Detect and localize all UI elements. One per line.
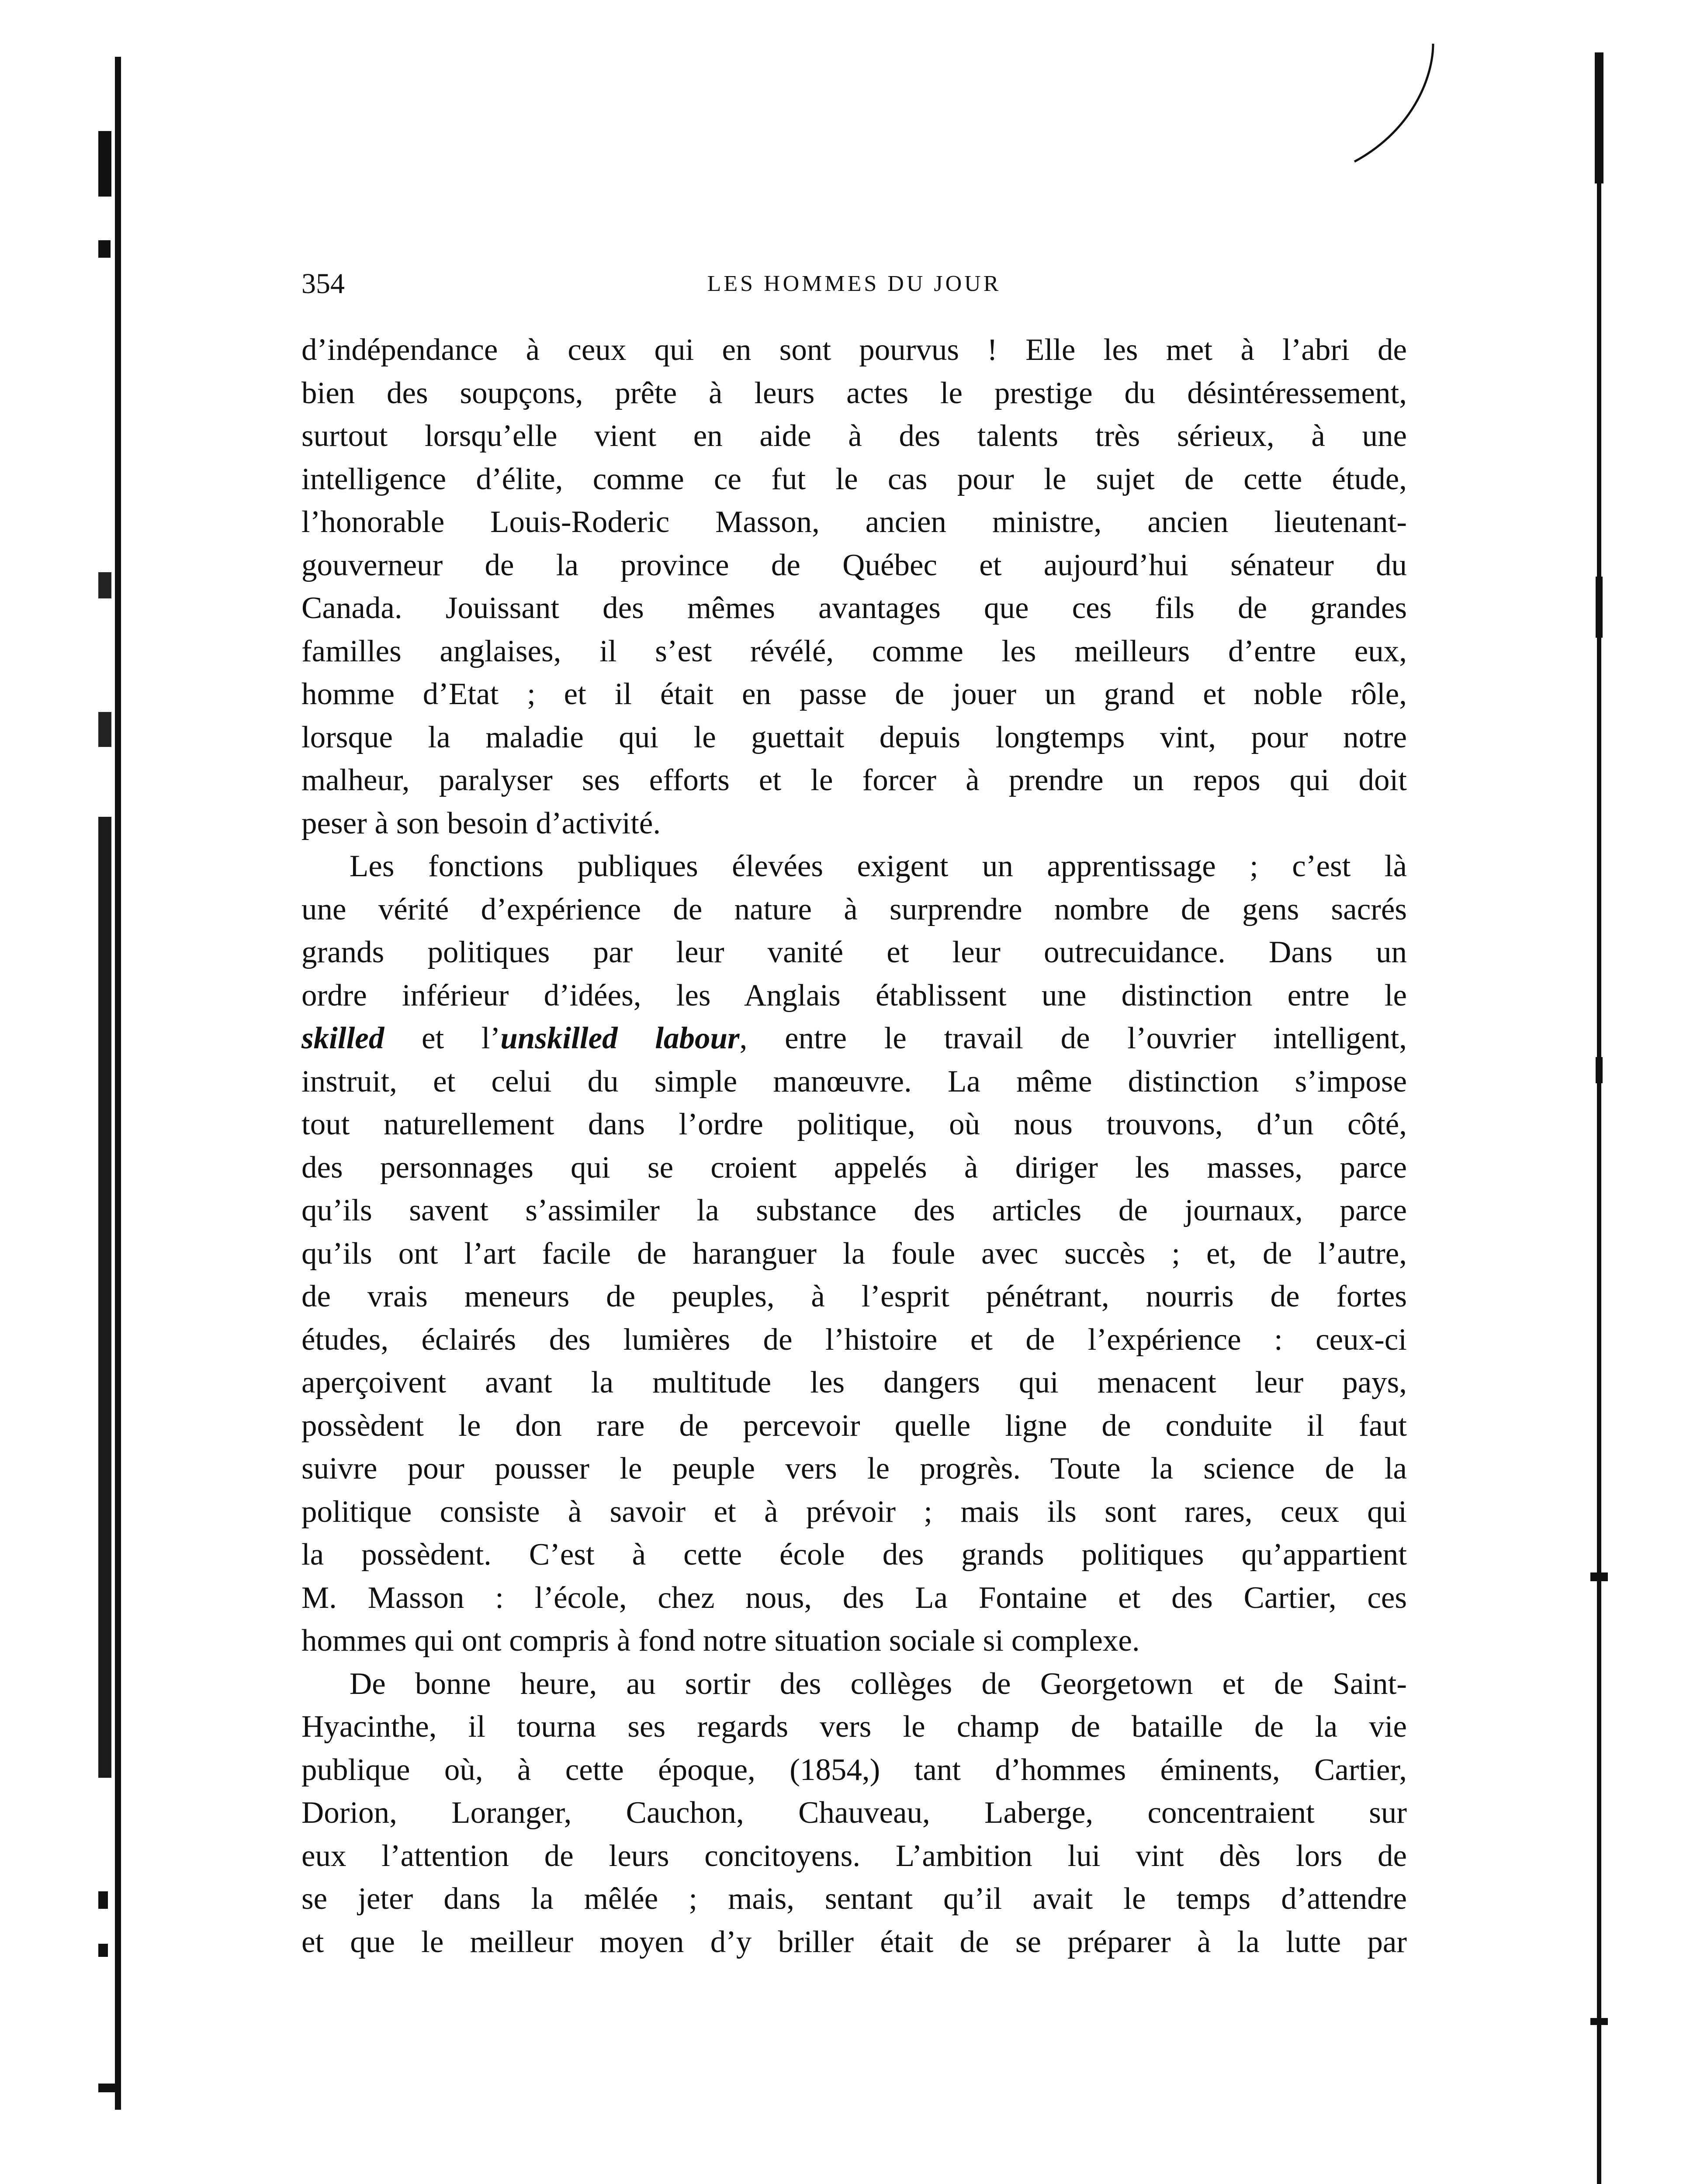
text-line: études, éclairés des lumières de l’histoire et de l’expérience : ceux-ci (301, 1322, 1407, 1357)
italic-term-skilled: skilled (301, 1021, 384, 1055)
text-line: ordre inférieur d’idées, les Anglais établissent une distinction entre le (301, 978, 1407, 1013)
text-line: grands politiques par leur vanité et leur outrecuidance. Dans un (301, 935, 1407, 969)
text-line-with-italics (301, 1017, 1407, 1060)
text-line: malheur, paralyser ses efforts et le forcer à prendre un repos qui doit (301, 763, 1407, 797)
paragraph (301, 328, 1407, 845)
text-line: homme d’Etat ; et il était en passe de jouer un grand et noble rôle, (301, 677, 1407, 711)
text-line: lorsque la maladie qui le guettait depuis longtemps vint, pour notre (301, 720, 1407, 754)
text-line: qu’ils savent s’assimiler la substance des articles de journaux, parce (301, 1193, 1407, 1227)
right-binding-line (1573, 52, 1625, 2184)
body-text (301, 328, 1407, 1963)
text-line: surtout lorsqu’elle vient en aide à des talents très sérieux, à une (301, 419, 1407, 453)
paragraph (301, 1662, 1407, 1964)
text-line: possèdent le don rare de percevoir quelle ligne de conduite il faut (301, 1408, 1407, 1443)
left-scan-border (90, 57, 131, 2184)
text-line: De bonne heure, au sortir des collèges de Georgetown et de Saint- (350, 1666, 1407, 1701)
text-line: eux l’attention de leurs concitoyens. L’ambition lui vint dès lors de (301, 1838, 1407, 1873)
text-line: familles anglaises, il s’est révélé, comme les meilleurs d’entre eux, (301, 634, 1407, 668)
pen-mark (1346, 35, 1451, 175)
text-line: de vrais meneurs de peuples, à l’esprit pénétrant, nourris de fortes (301, 1279, 1407, 1313)
page-number: 354 (301, 268, 345, 300)
text-line: bien des soupçons, prête à leurs actes le prestige du désintéressement, (301, 376, 1407, 410)
text-line: une vérité d’expérience de nature à surprendre nombre de gens sacrés (301, 892, 1407, 926)
text-line: Les fonctions publiques élevées exigent un apprentissage ; c’est là (350, 849, 1407, 883)
running-title: LES HOMMES DU JOUR (707, 271, 1001, 296)
text-line: politique consiste à savoir et à prévoir ; mais ils sont rares, ceux qui (301, 1494, 1407, 1529)
text-line: peser à son besoin d’activité. (301, 806, 661, 840)
text-line: Canada. Jouissant des mêmes avantages que ces fils de grandes (301, 591, 1407, 625)
text-line: gouverneur de la province de Québec et aujourd’hui sénateur du (301, 548, 1407, 582)
text-run: , entre le travail de l’ouvrier intelligent, (739, 1021, 1407, 1055)
text-line: Dorion, Loranger, Cauchon, Chauveau, Laberge, concentraient sur (301, 1796, 1407, 1830)
text-run: et l’ (384, 1021, 501, 1055)
text-line: des personnages qui se croient appelés à diriger les masses, parce (301, 1150, 1407, 1185)
text-line: se jeter dans la mêlée ; mais, sentant qu’il avait le temps d’attendre (301, 1882, 1407, 1916)
text-line: instruit, et celui du simple manœuvre. La même distinction s’impose (301, 1064, 1407, 1099)
text-line: hommes qui ont compris à fond notre situation sociale si complexe. (301, 1624, 1140, 1658)
text-line: d’indépendance à ceux qui en sont pourvus ! Elle les met à l’abri de (301, 333, 1407, 367)
page-header (301, 264, 1407, 304)
text-line: suivre pour pousser le peuple vers le progrès. Toute la science de la (301, 1451, 1407, 1486)
paragraph (301, 845, 1407, 1662)
text-line: aperçoivent avant la multitude les dangers qui menacent leur pays, (301, 1365, 1407, 1400)
text-line: et que le meilleur moyen d’y briller était de se préparer à la lutte par (301, 1925, 1407, 1959)
text-line: tout naturellement dans l’ordre politique, où nous trouvons, d’un côté, (301, 1107, 1407, 1141)
text-line: intelligence d’élite, comme ce fut le cas pour le sujet de cette étude, (301, 462, 1407, 496)
text-line: qu’ils ont l’art facile de haranguer la foule avec succès ; et, de l’autre, (301, 1236, 1407, 1271)
text-line: l’honorable Louis-Roderic Masson, ancien ministre, ancien lieutenant- (301, 505, 1407, 539)
text-line: la possèdent. C’est à cette école des grands politiques qu’appartient (301, 1538, 1407, 1572)
text-line: M. Masson : l’école, chez nous, des La Fontaine et des Cartier, ces (301, 1580, 1407, 1615)
text-line: publique où, à cette époque, (1854,) tant d’hommes éminents, Cartier, (301, 1752, 1407, 1787)
italic-term-unskilled-labour: unskilled labour (500, 1021, 740, 1055)
text-line: Hyacinthe, il tourna ses regards vers le champ de bataille de la vie (301, 1710, 1407, 1744)
